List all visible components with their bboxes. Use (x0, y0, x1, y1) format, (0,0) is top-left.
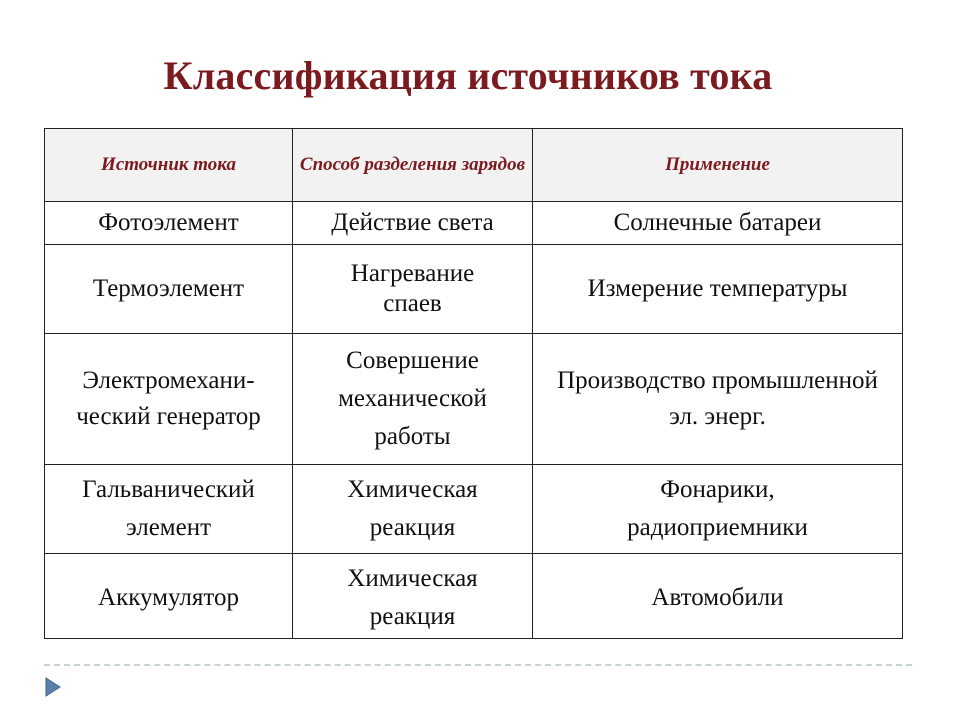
cell-method: Действие света (293, 202, 533, 245)
cell-application: Солнечные батареи (533, 202, 903, 245)
cell-application: Фонарики, радиоприемники (533, 465, 903, 554)
header-method: Способ разделения зарядов (293, 129, 533, 202)
cell-method: Нагревание спаев (293, 245, 533, 334)
cell-application: Измерение температуры (533, 245, 903, 334)
slide-title: Классификация источников тока (163, 53, 773, 98)
table-header-row (45, 129, 903, 202)
cell-source (45, 554, 293, 639)
triangle-right-icon (44, 677, 62, 697)
table-row (45, 554, 903, 639)
header-application: Применение (533, 129, 903, 202)
cell-text: Химическая реакция (347, 565, 478, 630)
cell-method: Химическая реакция (293, 465, 533, 554)
table-row (45, 202, 903, 245)
table-row (45, 334, 903, 465)
cell-source: Гальванический элемент (45, 465, 293, 554)
cell-application (533, 554, 903, 639)
cell-text: Автомобили (651, 584, 784, 611)
cell-source: Электромехани-ческий генератор (45, 334, 293, 465)
table-row (45, 465, 903, 554)
footer-divider (44, 664, 912, 666)
cell-application: Производство промышленной эл. энерг. (533, 334, 903, 465)
header-source: Источник тока (45, 129, 293, 202)
cell-source: Термоэлемент (45, 245, 293, 334)
cell-text: Аккумулятор (98, 584, 239, 611)
table-row (45, 245, 903, 334)
classification-table (44, 128, 903, 639)
cell-method (293, 554, 533, 639)
cell-method: Совершение механической работы (293, 334, 533, 465)
cell-source: Фотоэлемент (45, 202, 293, 245)
